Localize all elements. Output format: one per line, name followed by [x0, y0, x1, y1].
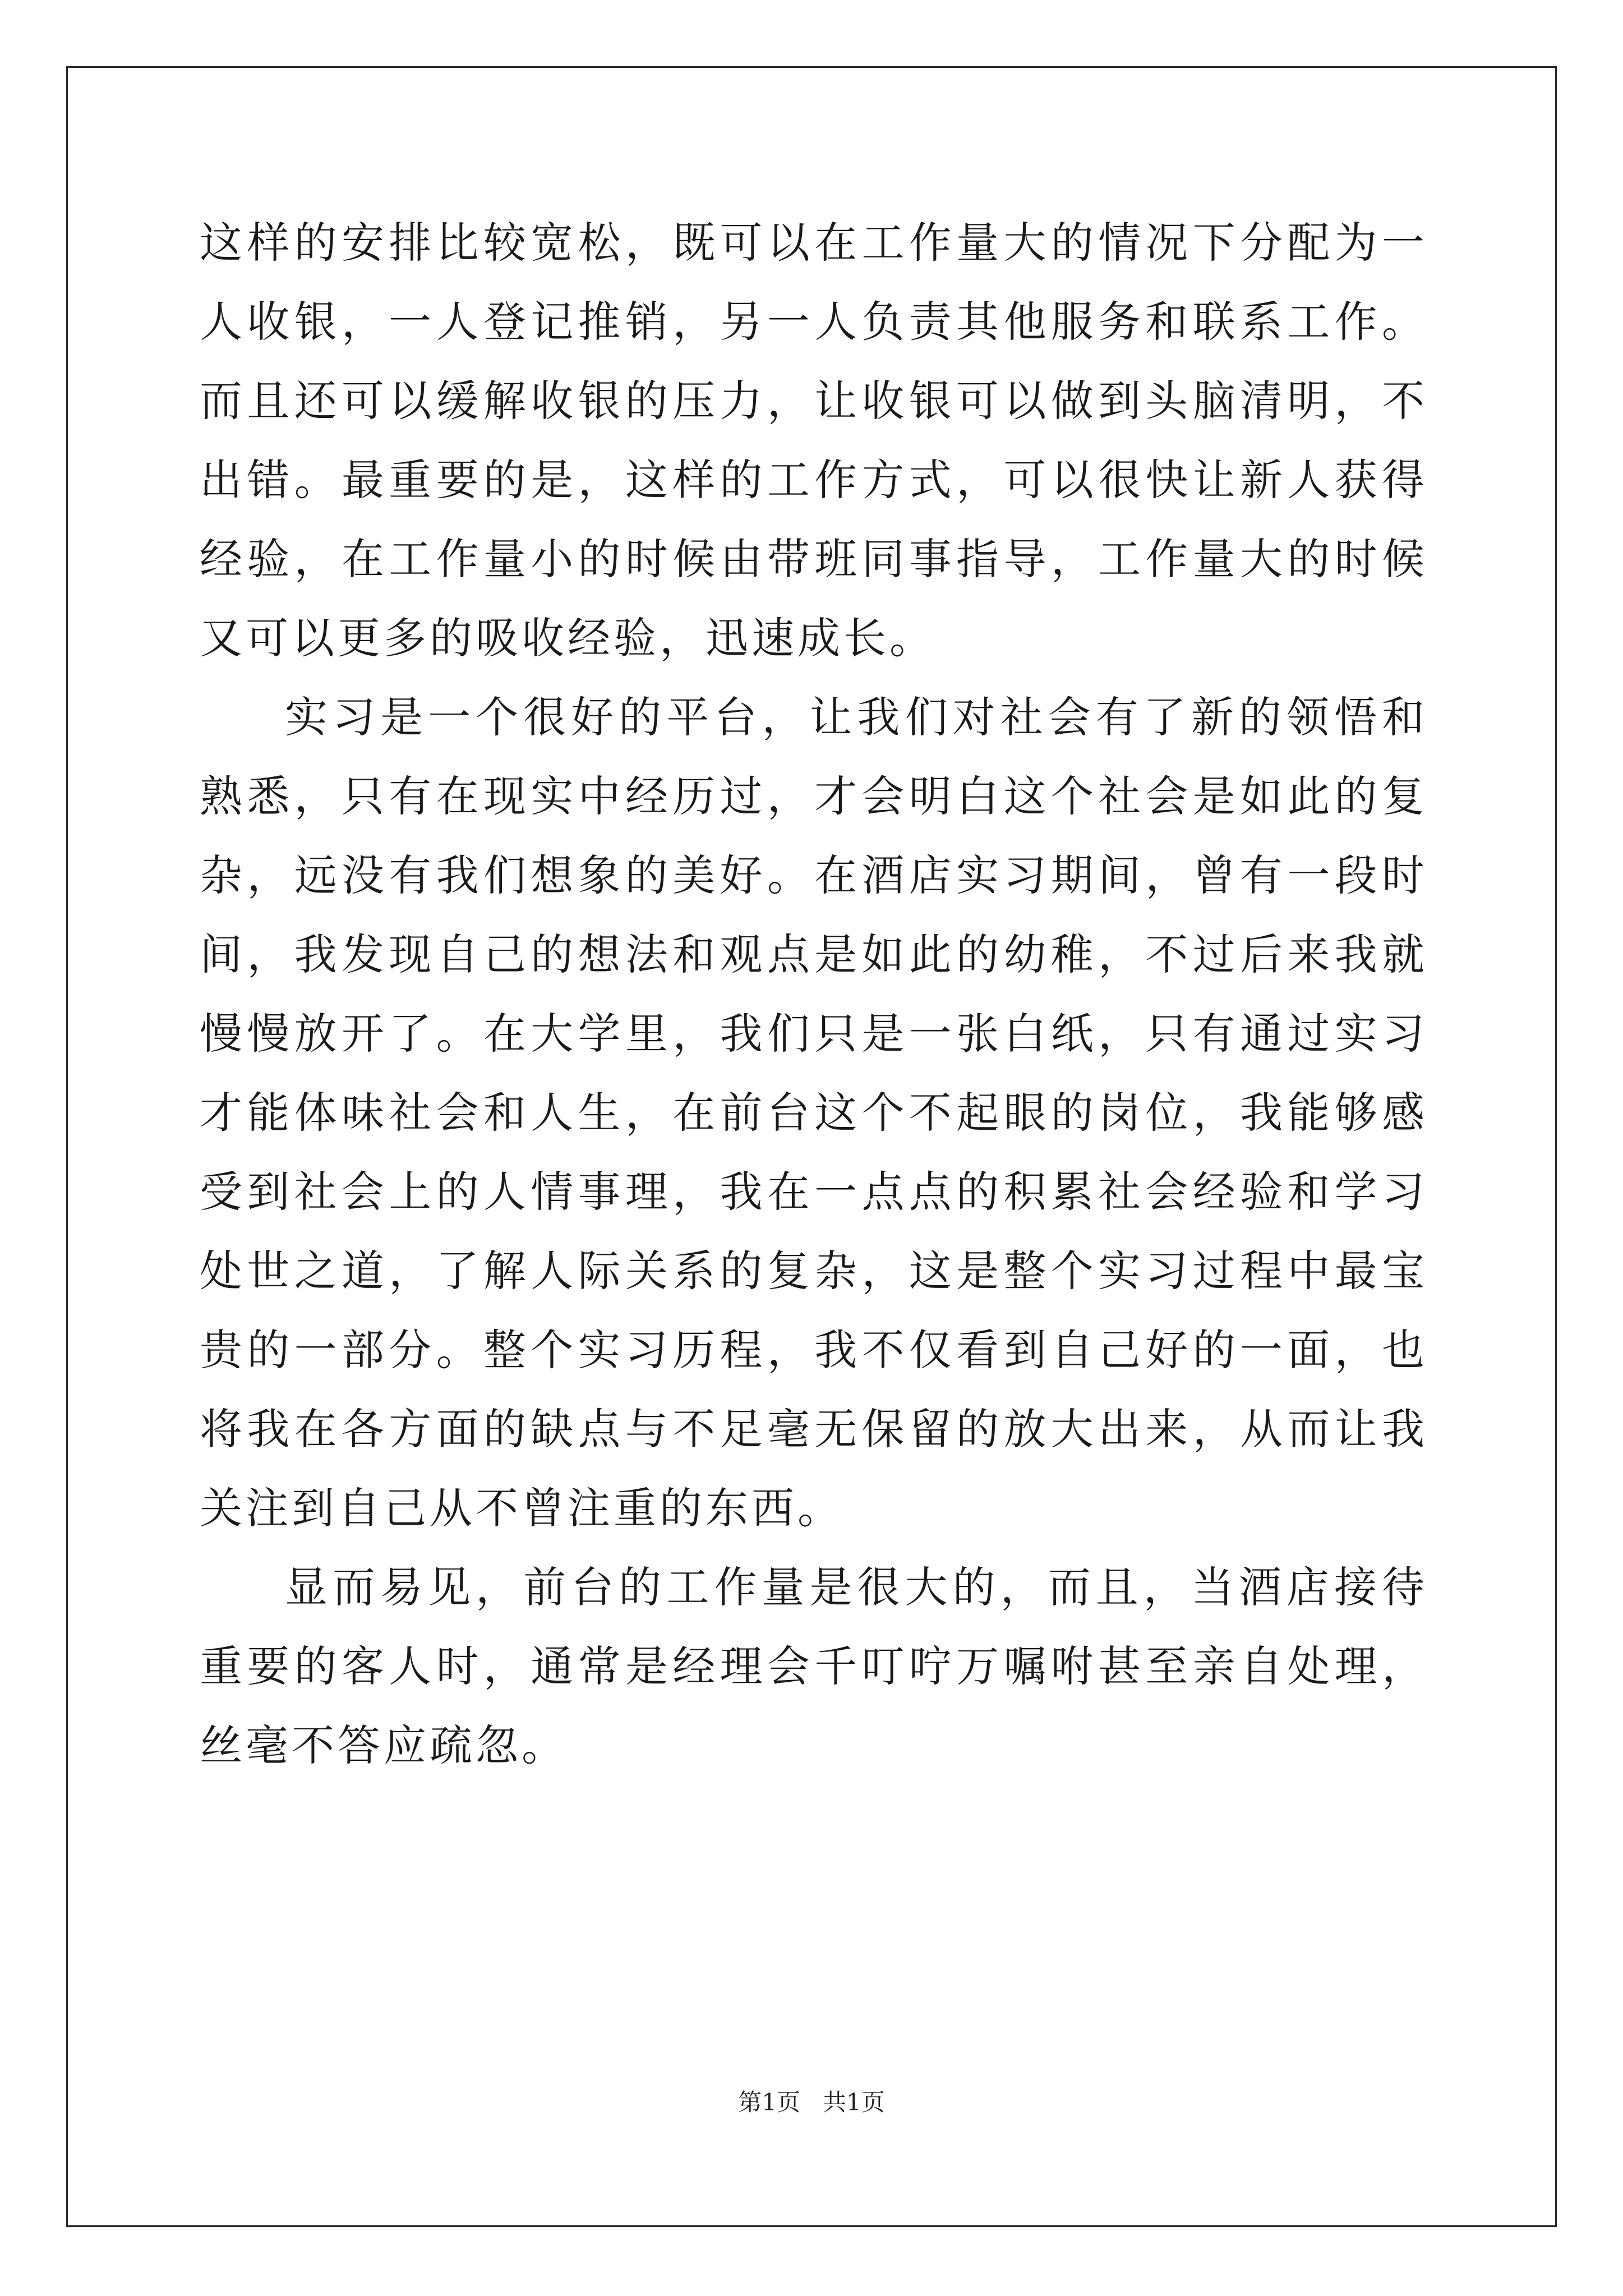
paragraph-3: 显而易见，前台的工作量是很大的，而且，当酒店接待重要的客人时，通常是经理会千叮咛万嘱咐甚至亲自处理，丝毫不答应疏忽。: [200, 1562, 1428, 1770]
page-footer: [0, 2086, 1623, 2119]
page-number: 第1页: [738, 2088, 800, 2116]
paragraph-2: 实习是一个很好的平台，让我们对社会有了新的领悟和熟悉，只有在现实中经历过，才会明白这个社会是如此的复杂，远没有我们想象的美好。在酒店实习期间，曾有一段时间，我发现自己的想法和观点是如此的幼稚，不过后来我就慢慢放开了。在大学里，我们只是一张白纸，只有通过实习才能体味社会和人生，在前台这个不起眼的岗位，我能够感受到社会上的人情事理，我在一点点的积累社会经验和学习处世之道，了解人际关系的复杂，这是整个实习过程中最宝贵的一部分。整个实习历程，我不仅看到自己好的一面，也将我在各方面的缺点与不足毫无保留的放大出来，从而让我关注到自己从不曾注重的东西。: [200, 692, 1428, 1533]
document-body: [200, 203, 1428, 1785]
page-total: 共1页: [823, 2088, 885, 2116]
paragraph-1: 这样的安排比较宽松，既可以在工作量大的情况下分配为一人收银，一人登记推销，另一人负责其他服务和联系工作。而且还可以缓解收银的压力，让收银可以做到头脑清明，不出错。最重要的是，这样的工作方式，可以很快让新人获得经验，在工作量小的时候由带班同事指导，工作量大的时候又可以更多的吸收经验，迅速成长。: [200, 218, 1428, 663]
footer-separator: [800, 2088, 823, 2116]
